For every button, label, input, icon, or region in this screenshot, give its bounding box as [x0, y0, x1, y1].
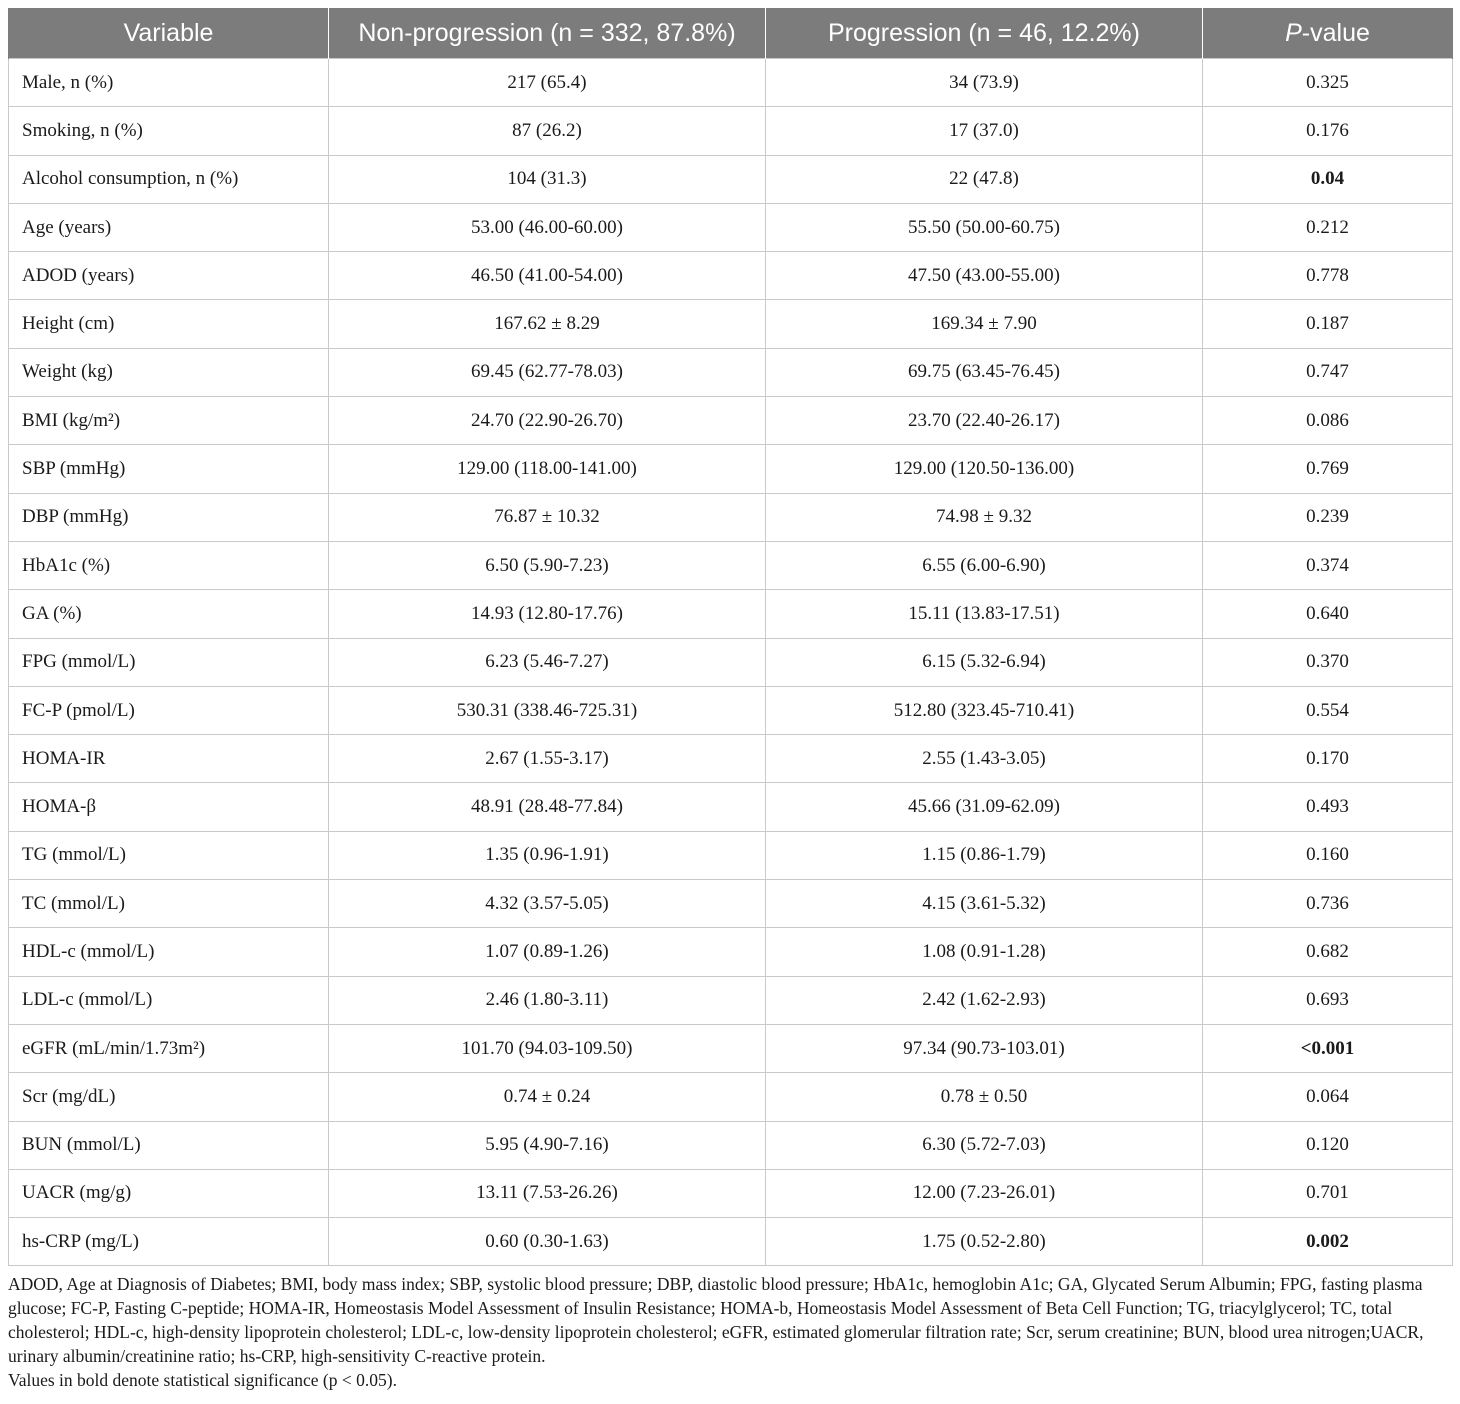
header-progression: Progression (n = 46, 12.2%) — [766, 8, 1203, 59]
cell-non-progression: 167.62 ± 8.29 — [329, 300, 766, 348]
table-row — [9, 976, 1453, 1024]
cell-variable: ADOD (years) — [9, 252, 329, 300]
table-row — [9, 493, 1453, 541]
cell-variable: HOMA-IR — [9, 735, 329, 783]
cell-progression: 1.75 (0.52-2.80) — [766, 1218, 1203, 1266]
header-variable: Variable — [9, 8, 329, 59]
cell-non-progression: 69.45 (62.77-78.03) — [329, 348, 766, 396]
cell-non-progression: 48.91 (28.48-77.84) — [329, 783, 766, 831]
cell-progression: 6.15 (5.32-6.94) — [766, 638, 1203, 686]
cell-p-value: 0.554 — [1203, 686, 1453, 734]
cell-progression: 4.15 (3.61-5.32) — [766, 880, 1203, 928]
cell-progression: 15.11 (13.83-17.51) — [766, 590, 1203, 638]
cell-variable: Alcohol consumption, n (%) — [9, 155, 329, 203]
table-row — [9, 155, 1453, 203]
cell-progression: 512.80 (323.45-710.41) — [766, 686, 1203, 734]
cell-progression: 6.55 (6.00-6.90) — [766, 541, 1203, 589]
cell-variable: SBP (mmHg) — [9, 445, 329, 493]
table-header — [9, 8, 1453, 59]
table-row — [9, 1073, 1453, 1121]
cell-non-progression: 5.95 (4.90-7.16) — [329, 1121, 766, 1169]
header-p-value-suffix: -value — [1301, 18, 1370, 47]
cell-p-value: 0.493 — [1203, 783, 1453, 831]
cell-variable: BMI (kg/m²) — [9, 397, 329, 445]
cell-p-value: 0.747 — [1203, 348, 1453, 396]
cell-progression: 2.42 (1.62-2.93) — [766, 976, 1203, 1024]
table-row — [9, 1121, 1453, 1169]
table-row — [9, 203, 1453, 251]
cell-variable: DBP (mmHg) — [9, 493, 329, 541]
cell-variable: LDL-c (mmol/L) — [9, 976, 329, 1024]
cell-progression: 129.00 (120.50-136.00) — [766, 445, 1203, 493]
table-row — [9, 638, 1453, 686]
cell-p-value: 0.682 — [1203, 928, 1453, 976]
cell-non-progression: 530.31 (338.46-725.31) — [329, 686, 766, 734]
table-row — [9, 397, 1453, 445]
cell-variable: Age (years) — [9, 203, 329, 251]
cell-progression: 1.15 (0.86-1.79) — [766, 831, 1203, 879]
cell-non-progression: 101.70 (94.03-109.50) — [329, 1024, 766, 1072]
cell-p-value: 0.212 — [1203, 203, 1453, 251]
cell-non-progression: 0.74 ± 0.24 — [329, 1073, 766, 1121]
table-row — [9, 735, 1453, 783]
table-row — [9, 1024, 1453, 1072]
cell-p-value: 0.170 — [1203, 735, 1453, 783]
cell-p-value: 0.04 — [1203, 155, 1453, 203]
cell-non-progression: 14.93 (12.80-17.76) — [329, 590, 766, 638]
table-row — [9, 348, 1453, 396]
table-row — [9, 1218, 1453, 1266]
cell-non-progression: 24.70 (22.90-26.70) — [329, 397, 766, 445]
cell-progression: 2.55 (1.43-3.05) — [766, 735, 1203, 783]
table-row — [9, 300, 1453, 348]
cell-p-value: 0.701 — [1203, 1169, 1453, 1217]
cell-progression: 47.50 (43.00-55.00) — [766, 252, 1203, 300]
cell-progression: 1.08 (0.91-1.28) — [766, 928, 1203, 976]
cell-p-value: 0.325 — [1203, 59, 1453, 107]
cell-progression: 169.34 ± 7.90 — [766, 300, 1203, 348]
cell-progression: 6.30 (5.72-7.03) — [766, 1121, 1203, 1169]
cell-progression: 55.50 (50.00-60.75) — [766, 203, 1203, 251]
cell-non-progression: 53.00 (46.00-60.00) — [329, 203, 766, 251]
cell-non-progression: 87 (26.2) — [329, 107, 766, 155]
footnote-significance: Values in bold denote statistical significance (p < 0.05). — [8, 1370, 397, 1391]
header-p-value-italic: P — [1285, 18, 1302, 47]
cell-variable: Weight (kg) — [9, 348, 329, 396]
baseline-characteristics-table — [8, 8, 1453, 1266]
cell-non-progression: 13.11 (7.53-26.26) — [329, 1169, 766, 1217]
cell-progression: 12.00 (7.23-26.01) — [766, 1169, 1203, 1217]
cell-p-value: <0.001 — [1203, 1024, 1453, 1072]
cell-p-value: 0.176 — [1203, 107, 1453, 155]
cell-non-progression: 6.50 (5.90-7.23) — [329, 541, 766, 589]
cell-progression: 97.34 (90.73-103.01) — [766, 1024, 1203, 1072]
table-row — [9, 252, 1453, 300]
cell-variable: hs-CRP (mg/L) — [9, 1218, 329, 1266]
cell-progression: 0.78 ± 0.50 — [766, 1073, 1203, 1121]
cell-p-value: 0.160 — [1203, 831, 1453, 879]
cell-non-progression: 4.32 (3.57-5.05) — [329, 880, 766, 928]
header-row — [9, 8, 1453, 59]
cell-non-progression: 129.00 (118.00-141.00) — [329, 445, 766, 493]
cell-p-value: 0.239 — [1203, 493, 1453, 541]
cell-progression: 69.75 (63.45-76.45) — [766, 348, 1203, 396]
cell-p-value: 0.120 — [1203, 1121, 1453, 1169]
cell-variable: TG (mmol/L) — [9, 831, 329, 879]
cell-variable: TC (mmol/L) — [9, 880, 329, 928]
cell-variable: eGFR (mL/min/1.73m²) — [9, 1024, 329, 1072]
table-row — [9, 686, 1453, 734]
cell-variable: Smoking, n (%) — [9, 107, 329, 155]
header-non-progression: Non-progression (n = 332, 87.8%) — [329, 8, 766, 59]
cell-p-value: 0.370 — [1203, 638, 1453, 686]
cell-non-progression: 76.87 ± 10.32 — [329, 493, 766, 541]
table-row — [9, 59, 1453, 107]
cell-progression: 74.98 ± 9.32 — [766, 493, 1203, 541]
table-row — [9, 541, 1453, 589]
cell-non-progression: 0.60 (0.30-1.63) — [329, 1218, 766, 1266]
cell-non-progression: 46.50 (41.00-54.00) — [329, 252, 766, 300]
cell-p-value: 0.693 — [1203, 976, 1453, 1024]
cell-variable: FPG (mmol/L) — [9, 638, 329, 686]
cell-non-progression: 1.07 (0.89-1.26) — [329, 928, 766, 976]
header-p-value — [1203, 8, 1453, 59]
cell-progression: 23.70 (22.40-26.17) — [766, 397, 1203, 445]
cell-variable: BUN (mmol/L) — [9, 1121, 329, 1169]
table-row — [9, 783, 1453, 831]
table-row — [9, 880, 1453, 928]
cell-p-value: 0.374 — [1203, 541, 1453, 589]
table-row — [9, 1169, 1453, 1217]
table-row — [9, 831, 1453, 879]
cell-progression: 34 (73.9) — [766, 59, 1203, 107]
cell-non-progression: 104 (31.3) — [329, 155, 766, 203]
cell-variable: FC-P (pmol/L) — [9, 686, 329, 734]
table-footnotes — [8, 1272, 1452, 1392]
cell-variable: GA (%) — [9, 590, 329, 638]
cell-p-value: 0.736 — [1203, 880, 1453, 928]
cell-variable: HOMA-β — [9, 783, 329, 831]
cell-p-value: 0.769 — [1203, 445, 1453, 493]
cell-variable: HbA1c (%) — [9, 541, 329, 589]
footnote-abbreviations: ADOD, Age at Diagnosis of Diabetes; BMI, body mass index; SBP, systolic blood pressure; DBP, diastolic blood pressure; HbA1c, hemoglobin A1c; GA, Glycated Serum Albumin; FPG, fasting plasma glucose; FC-P, Fasting C-peptide; HOMA-IR, Homeostasis Model Assessment of Insulin Resistance; HOMA-b, Homeostasis Model Assessment of Beta Cell Function; TG, triacylglycerol; TC, total cholesterol; HDL-c, high-density lipoprotein cholesterol; LDL-c, low-density lipoprotein cholesterol; eGFR, estimated glomerular filtration rate; Scr, serum creatinine; BUN, blood urea nitrogen;UACR, urinary albumin/creatinine ratio; hs-CRP, high-sensitivity C-reactive protein. — [8, 1274, 1424, 1367]
cell-p-value: 0.640 — [1203, 590, 1453, 638]
cell-variable: Scr (mg/dL) — [9, 1073, 329, 1121]
cell-p-value: 0.778 — [1203, 252, 1453, 300]
cell-p-value: 0.064 — [1203, 1073, 1453, 1121]
cell-p-value: 0.187 — [1203, 300, 1453, 348]
cell-progression: 22 (47.8) — [766, 155, 1203, 203]
cell-variable: Male, n (%) — [9, 59, 329, 107]
cell-non-progression: 2.67 (1.55-3.17) — [329, 735, 766, 783]
table-row — [9, 107, 1453, 155]
cell-progression: 17 (37.0) — [766, 107, 1203, 155]
table-row — [9, 590, 1453, 638]
cell-variable: Height (cm) — [9, 300, 329, 348]
cell-non-progression: 2.46 (1.80-3.11) — [329, 976, 766, 1024]
table-body — [9, 59, 1453, 1266]
cell-variable: UACR (mg/g) — [9, 1169, 329, 1217]
table-container — [8, 8, 1452, 1392]
cell-non-progression: 217 (65.4) — [329, 59, 766, 107]
cell-non-progression: 6.23 (5.46-7.27) — [329, 638, 766, 686]
cell-p-value: 0.002 — [1203, 1218, 1453, 1266]
cell-non-progression: 1.35 (0.96-1.91) — [329, 831, 766, 879]
table-row — [9, 928, 1453, 976]
cell-progression: 45.66 (31.09-62.09) — [766, 783, 1203, 831]
cell-variable: HDL-c (mmol/L) — [9, 928, 329, 976]
cell-p-value: 0.086 — [1203, 397, 1453, 445]
table-row — [9, 445, 1453, 493]
